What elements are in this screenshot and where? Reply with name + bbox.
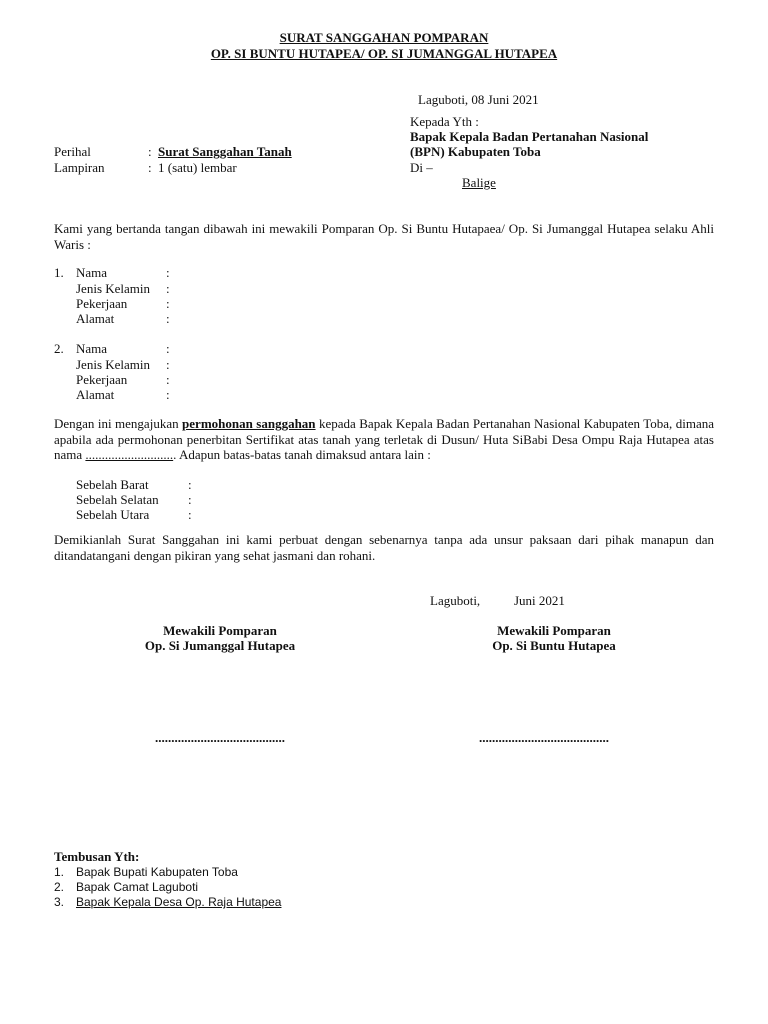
boundary-colon: : [188, 477, 192, 492]
boundary-label: Sebelah Barat [76, 477, 149, 492]
perihal-value: Surat Sanggahan Tanah [158, 144, 292, 159]
person-field-colon: : [166, 387, 170, 402]
boundary-colon: : [188, 507, 192, 522]
boundary-label: Sebelah Utara [76, 507, 150, 522]
cc-item: Bapak Bupati Kabupaten Toba [76, 865, 238, 879]
person-field-colon: : [166, 341, 170, 356]
person-field-colon: : [166, 372, 170, 387]
title-line-2: OP. SI BUNTU HUTAPEA/ OP. SI JUMANGGAL HUTAPEA [210, 46, 558, 61]
name-blank: ........................... [85, 447, 174, 462]
cc-number: 2. [54, 880, 65, 894]
addressee-greeting: Kepada Yth : [410, 114, 479, 129]
signature-line-left: ........................................ [155, 730, 285, 745]
person-field-label: Alamat [76, 311, 115, 326]
title-line-1: SURAT SANGGAHAN POMPARAN [279, 30, 489, 45]
signer-right-line-1: Mewakili Pomparan [497, 623, 611, 638]
boundary-colon: : [188, 492, 192, 507]
person-field-label: Pekerjaan [76, 372, 128, 387]
request-text: . Adapun batas-batas tanah dimaksud antara lain : [173, 447, 431, 462]
request-paragraph [54, 416, 714, 463]
person-field-label: Alamat [76, 387, 115, 402]
boundary-label: Sebelah Selatan [76, 492, 159, 507]
person-field-colon: : [166, 281, 170, 296]
closing-paragraph: Demikianlah Surat Sanggahan ini kami perbuat dengan sebenarnya tanpa ada unsur paksaan dari pihak manapun dan ditandatangani dengan pikiran yang sehat jasmani dan rohani. [54, 532, 714, 563]
cc-item: Bapak Kepala Desa Op. Raja Hutapea [76, 895, 282, 909]
addressee-line-2: (BPN) Kabupaten Toba [410, 144, 541, 159]
addressee-line-3: Di – [410, 160, 433, 175]
request-bold: permohonan sanggahan [182, 416, 316, 431]
person-number: 1. [54, 265, 64, 280]
lampiran-colon: : [148, 160, 152, 175]
signer-left-line-1: Mewakili Pomparan [163, 623, 277, 638]
request-text: kepada Bapak Kepala Badan Pertanahan Nasional Kabupaten Toba, dimana apabila ada permohonan penerbitan Sertifikat atas tanah yang terletak di Dusun/ Huta SiBabi Desa Ompu Raja Hutapea atas nama [54, 416, 714, 462]
person-field-colon: : [166, 357, 170, 372]
signer-left-line-2: Op. Si Jumanggal Hutapea [144, 638, 296, 653]
perihal-label: Perihal [54, 144, 91, 159]
cc-number: 3. [54, 895, 65, 909]
lampiran-value: 1 (satu) lembar [158, 160, 237, 175]
addressee-city: Balige [462, 175, 496, 190]
person-number: 2. [54, 341, 64, 356]
cc-item: Bapak Camat Laguboti [76, 880, 199, 894]
person-field-label: Jenis Kelamin [76, 281, 151, 296]
perihal-colon: : [148, 144, 152, 159]
cc-number: 1. [54, 865, 65, 879]
addressee-line-1: Bapak Kepala Badan Pertanahan Nasional [410, 129, 649, 144]
request-text: Dengan ini mengajukan [54, 416, 183, 431]
lampiran-label: Lampiran [54, 160, 105, 175]
signature-line-right: ........................................ [479, 730, 609, 745]
person-field-colon: : [166, 265, 170, 280]
cc-title: Tembusan Yth: [54, 849, 140, 864]
sign-place: Laguboti, [430, 593, 481, 608]
intro-paragraph: Kami yang bertanda tangan dibawah ini mewakili Pomparan Op. Si Buntu Hutapaea/ Op. Si Jumanggal Hutapea selaku Ahli Waris : [54, 221, 714, 252]
sign-month: Juni 2021 [514, 593, 565, 608]
person-field-colon: : [166, 311, 170, 326]
signer-right-line-2: Op. Si Buntu Hutapea [492, 638, 616, 653]
place-date: Laguboti, 08 Juni 2021 [418, 92, 539, 107]
person-field-label: Nama [76, 341, 108, 356]
person-field-colon: : [166, 296, 170, 311]
person-field-label: Nama [76, 265, 108, 280]
person-field-label: Pekerjaan [76, 296, 128, 311]
person-field-label: Jenis Kelamin [76, 357, 151, 372]
